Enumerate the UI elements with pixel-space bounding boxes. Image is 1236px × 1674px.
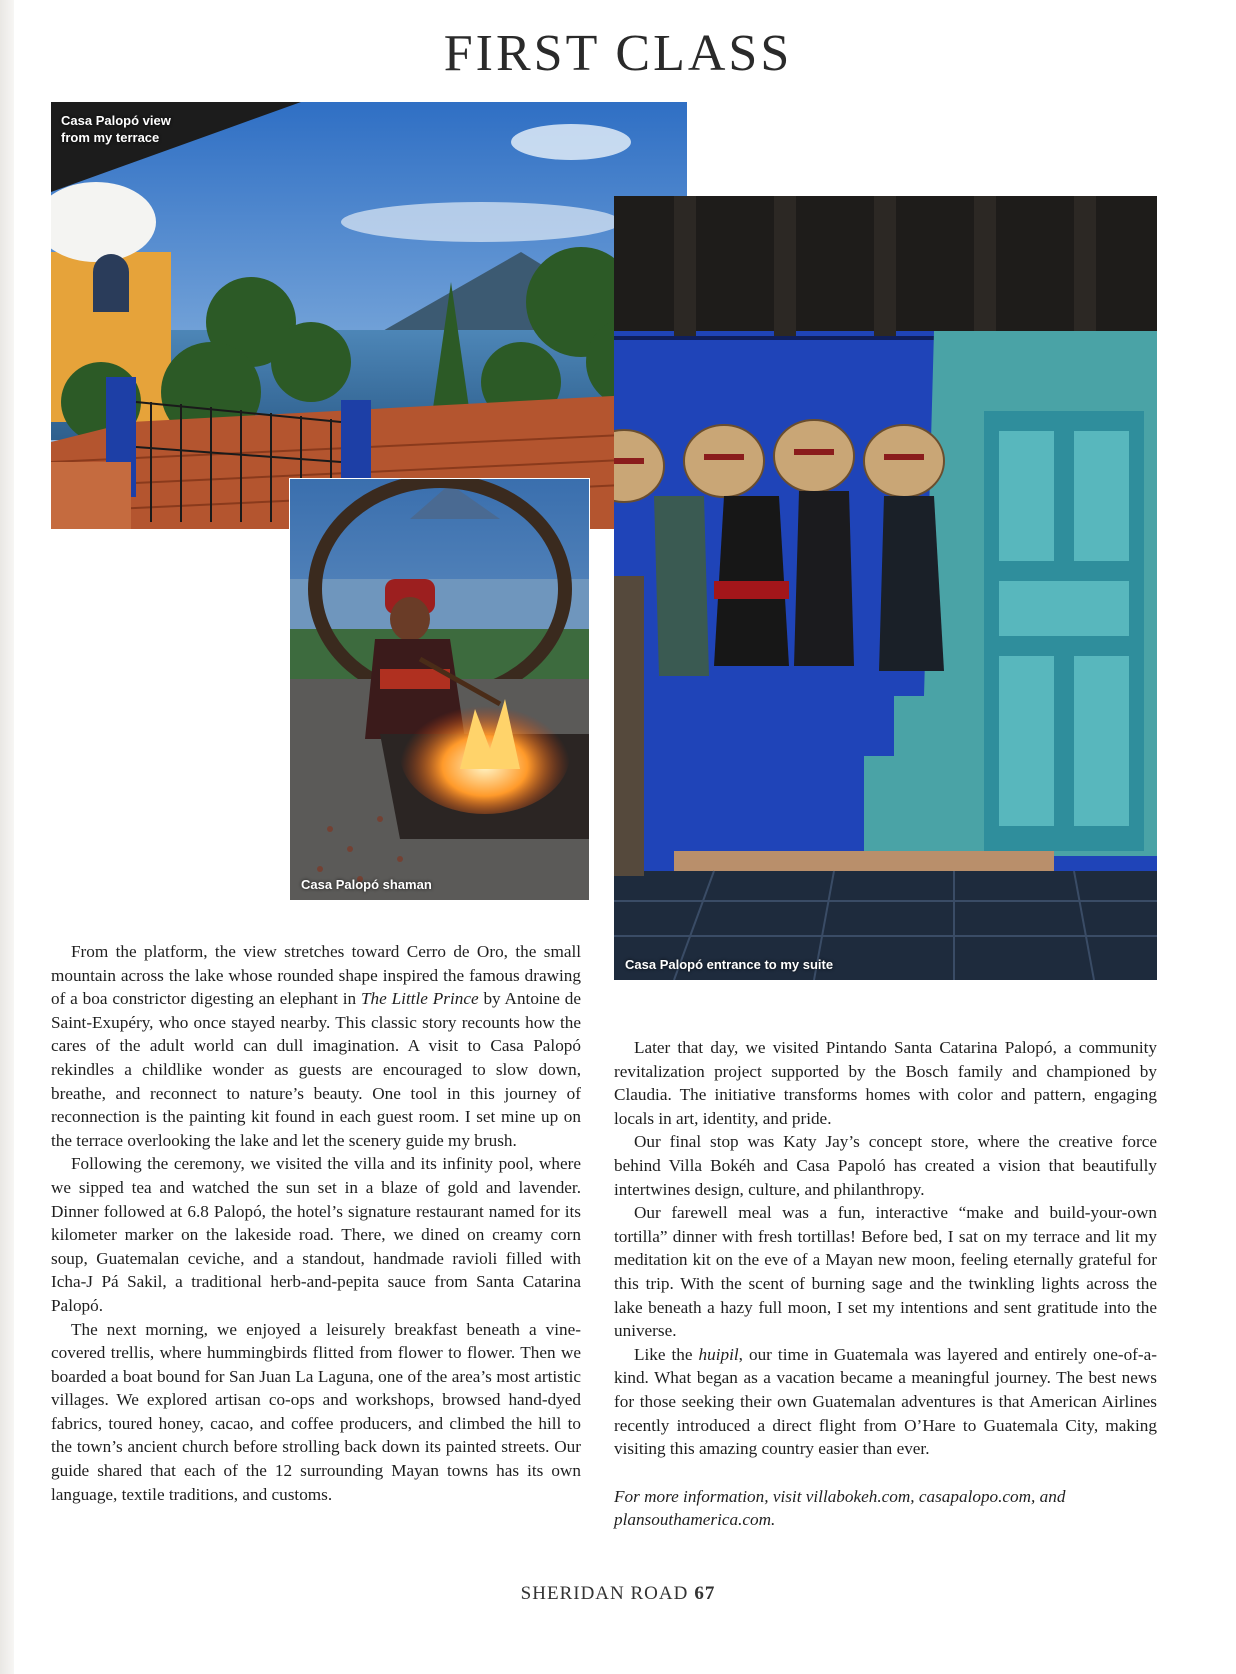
book-title: The Little Prince [360, 989, 479, 1009]
paragraph-text: , our time in Guatemala was layered and entirely one-of-a-kind. What began as a vacation became a meaningful journey. The best news for those seeking their own Guatemalan adventures is that American Airlines recently introduced a direct flight from O’Hare to Guatemala City, making visiting this amazing country easier than ever. [614, 1344, 1157, 1459]
caption-entrance: Casa Palopó entrance to my suite [625, 957, 834, 972]
photo-shaman [289, 478, 590, 901]
article-left-column [51, 940, 581, 1506]
page-footer [0, 1583, 1236, 1605]
paragraph: Later that day, we visited Pintando Santa Catarina Palopó, a community revitalization project supported by the Bosch family and championed by Claudia. The initiative transforms homes with color and pattern, engaging locals in art, identity, and pride. [614, 1038, 1157, 1128]
huipil-word: huipil [698, 1344, 739, 1364]
caption-terrace [61, 112, 171, 146]
more-info-note: For more information, visit villabokeh.com, casapalopo.com, and plansouthamerica.com. [614, 1486, 1066, 1530]
article-right-column [614, 1036, 1157, 1532]
photo-terrace-view [51, 102, 687, 529]
page-gutter [0, 0, 14, 1674]
paragraph [51, 940, 581, 1152]
caption-terrace-line1: Casa Palopó view [61, 113, 171, 128]
paragraph: Our final stop was Katy Jay’s concept store, where the creative force behind Villa Bokéh and Casa Papoló has created a vision that beautifully intertwines design, culture, and philanthropy. [614, 1132, 1157, 1199]
publication-name: SHERIDAN ROAD [520, 1583, 689, 1604]
paragraph: Our farewell meal was a fun, interactive “make and build-your-own tortilla” dinner with fresh tortillas! Before bed, I sat on my terrace and lit my meditation kit on the eve of a Mayan new moon, feeling eternally grateful for this trip. With the scent of burning sage and the twinkling lights across the lake beneath a hazy full moon, I set my intentions and sent gratitude into the universe. [614, 1203, 1157, 1341]
photo-entrance [614, 196, 1157, 980]
paragraph: The next morning, we enjoyed a leisurely breakfast beneath a vine-covered trellis, where hummingbirds flitted from flower to flower. Then we boarded a boat bound for San Juan La Laguna, one of the area’s most artistic villages. We explored artisan co-ops and workshops, browsed hand-dyed fabrics, toured honey, cacao, and coffee producers, and climbed the hill to the town’s ancient church before strolling back down its painted streets. Our guide shared that each of the 12 surrounding Mayan towns has its own language, textile traditions, and customs. [51, 1319, 581, 1504]
paragraph-text: From the platform, the view stretches toward Cerro de Oro, the small mountain across the lake whose rounded shape inspired the famous drawing of a boa constrictor digesting an elephant in [51, 942, 581, 1009]
page-number: 67 [694, 1583, 716, 1604]
section-heading: FIRST CLASS [443, 25, 793, 82]
paragraph-text: Like the [634, 1344, 699, 1364]
paragraph: Following the ceremony, we visited the villa and its infinity pool, where we sipped tea and watched the sun set in a blaze of gold and lavender. Dinner followed at 6.8 Palopó, the hotel’s signature restaurant named for its kilometer marker on the lakeside road. There, we dined on creamy corn soup, Guatemalan ceviche, and a standout, handmade ravioli filled with Icha-J Pá Sakil, a traditional herb-and-pepita sauce from Santa Catarina Palopó. [51, 1154, 581, 1315]
paragraph [614, 1343, 1157, 1461]
caption-shaman: Casa Palopó shaman [301, 877, 432, 892]
caption-terrace-line2: from my terrace [61, 130, 160, 145]
paragraph-text: by Antoine de Saint-Exupéry, who once stayed nearby. This classic story recounts how the cares of the adult world can dull imagination. A visit to Casa Palopó rekindles a childlike wonder as guests are encouraged to slow down, breathe, and reconnect to nature’s beauty. One tool in this journey of reconnection is the painting kit found in each guest room. I set mine up on the terrace overlooking the lake and let the scenery guide my brush. [51, 989, 581, 1150]
